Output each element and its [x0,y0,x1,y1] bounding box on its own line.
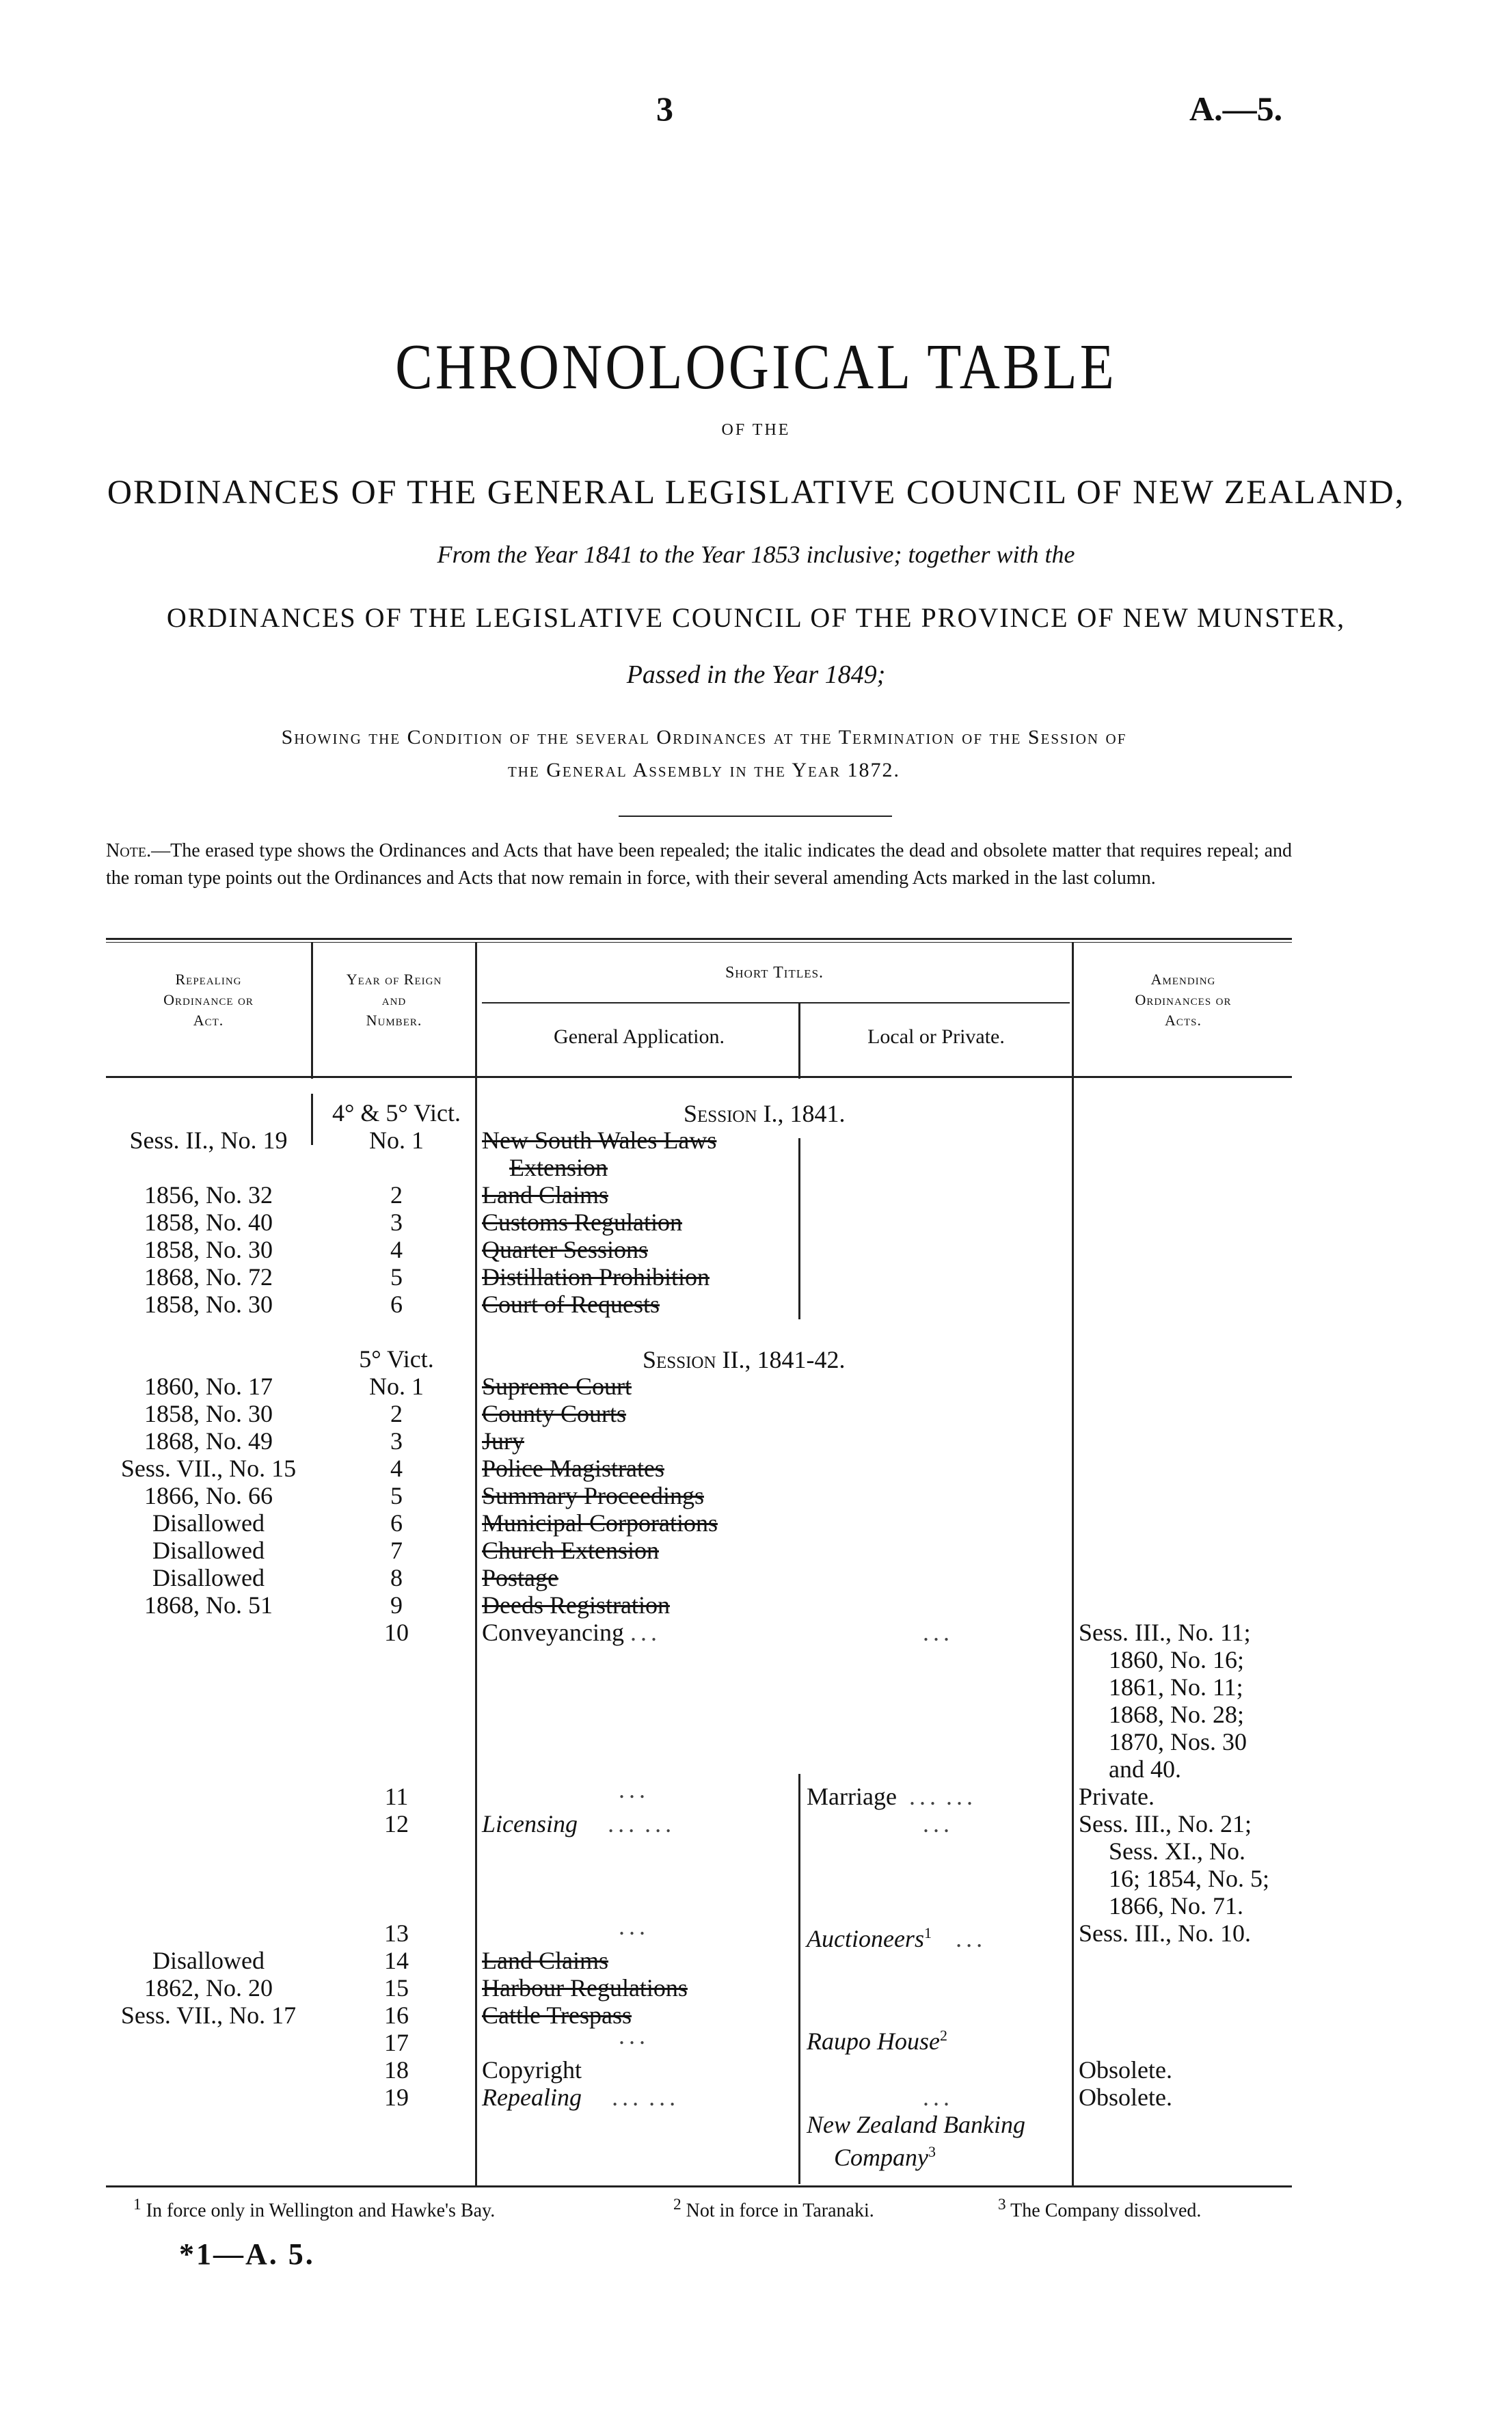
general-title-cell: Customs Regulation [482,1209,683,1236]
header-amending-line: Ordinances or [1135,991,1232,1008]
footnote-3 [998,2196,1201,2222]
leader-dots: ... [612,2084,643,2111]
session-1-reign: 4° & 5° Vict. [332,1099,461,1127]
session-1-label: Session I., [684,1100,784,1127]
local-title-cell [807,1920,1070,1952]
general-title-cell: Supreme Court [482,1373,632,1400]
general-title-cell: Land Claims [482,1947,608,1974]
subtitle-new-munster: ORDINANCES OF THE LEGISLATIVE COUNCIL OF THE PROVINCE OF NEW MUNSTER, [166,602,1346,633]
general-title-continuation: Extension [509,1154,608,1181]
general-title-cell: Copyright [482,2056,582,2084]
passed-line: Passed in the Year 1849; [626,660,886,689]
col-divider-3-header [798,1004,800,1079]
col-divider-2 [475,942,477,2186]
col-divider-4 [1072,942,1074,2186]
general-title-text: Repealing [482,2084,582,2111]
repealing-cell: 1858, No. 30 [144,1400,273,1427]
repealing-cell: Disallowed [152,1509,265,1537]
repealing-cell: Disallowed [152,1537,265,1564]
local-title-text: Raupo House [807,2028,940,2055]
signature-mark: *1—A. 5. [179,2237,315,2271]
amending-line: and 40. [1109,1755,1181,1783]
repealing-cell: 1856, No. 32 [144,1181,273,1209]
leader-dots: ... [630,1619,661,1646]
year-range-line: From the Year 1841 to the Year 1853 inclusive; together with the [437,541,1075,568]
repealing-cell: 1858, No. 40 [144,1209,273,1236]
leader-dots-text: ... [619,2022,649,2049]
leader-dots: ... [956,1925,987,1952]
leader-dots [807,2084,1070,2111]
leader-dots [807,1619,1070,1646]
number-cell: 9 [390,1591,403,1619]
general-title-cell: Summary Proceedings [482,1482,704,1509]
page-title: CHRONOLOGICAL TABLE [395,331,1117,403]
session-2-year: 1841-42. [757,1346,846,1373]
leader-dots: ... [608,1810,639,1837]
header-repealing-line: Act. [193,1012,224,1029]
number-cell: 5 [390,1263,403,1291]
amending-line: 1868, No. 28; [1109,1701,1244,1728]
leader-dots-text: ... [923,1810,954,1837]
number-cell: 7 [390,1537,403,1564]
header-amending-line: Amending [1150,971,1216,988]
general-title-cell [482,2084,796,2111]
header-bottom-rule [106,1076,1292,1078]
general-title-cell: Municipal Corporations [482,1509,718,1537]
number-cell: 2 [390,1181,403,1209]
explanatory-note [106,837,1292,892]
header-year-line: Number. [366,1012,422,1029]
number-cell: 3 [390,1209,403,1236]
showing-line-1: Showing the Condition of the several Ordinances at the Termination of the Session of [281,726,1127,749]
title-connector: OF THE [721,421,791,439]
number-cell: 5 [390,1482,403,1509]
repealing-cell: 1862, No. 20 [144,1974,273,2002]
number-cell: 15 [384,1974,409,2002]
general-title-cell: Church Extension [482,1537,659,1564]
footnote-marker: 3 [998,2196,1006,2213]
general-title-cell: Cattle Trespass [482,2002,632,2029]
number-cell: 13 [384,1920,409,1947]
general-title-cell: Jury [482,1427,524,1455]
repealing-cell: Sess. II., No. 19 [129,1127,288,1154]
leader-dots: ... [649,2084,680,2111]
general-title-text: Conveyancing [482,1619,624,1646]
general-title-cell [482,1810,796,1837]
page-number: 3 [656,90,673,128]
general-title-cell: Postage [482,1564,558,1591]
amending-cell: Sess. III., No. 10. [1079,1920,1251,1947]
header-year-line: and [381,991,407,1008]
leader-dots-text: ... [923,1619,954,1646]
document-code: A.—5. [1189,90,1283,128]
amending-line: 16; 1854, No. 5; [1109,1865,1270,1892]
note-text: —The erased type shows the Ordinances and Acts that have been repealed; the italic indicates the dead and obsolete matter that requires repeal; and the roman type points out the Ordinances and Acts that now remain in force, with their several amending Acts marked in the last column. [106,840,1292,889]
footnote-marker: 1 [133,2196,141,2213]
leader-dots: ... [645,1810,676,1837]
local-title-text: Auctioneers [807,1925,924,1952]
general-title-cell: Court of Requests [482,1291,660,1318]
local-title-text: Company [834,2144,928,2171]
number-cell: 6 [390,1509,403,1537]
title-divider [619,816,892,817]
local-title-cell [807,1783,1070,1810]
number-cell: 8 [390,1564,403,1591]
general-title-cell: Land Claims [482,1181,608,1209]
header-general-application: General Application. [554,1025,725,1048]
number-cell: 16 [384,2002,409,2029]
general-title-cell: Quarter Sessions [482,1236,648,1263]
leader-dots [807,1810,1070,1837]
header-local-private: Local or Private. [867,1025,1005,1048]
showing-line-2: the General Assembly in the Year 1872. [507,759,901,781]
showing-statement [103,721,1306,787]
amending-cell: Obsolete. [1079,2084,1172,2111]
number-cell: 19 [384,2084,409,2111]
session-1-heading [684,1099,846,1128]
number-cell: 17 [384,2029,409,2056]
header-amending [1075,969,1292,1031]
header-repealing [106,969,311,1031]
table-top-rule-inner [106,942,1292,943]
repealing-cell: 1860, No. 17 [144,1373,273,1400]
footnote-2 [673,2196,874,2222]
amending-line: 1870, Nos. 30 [1109,1728,1247,1755]
col-divider-3-body-b [798,1774,800,2184]
repealing-cell: Disallowed [152,1564,265,1591]
footnote-marker: 2 [939,2027,947,2044]
general-title-cell: New South Wales Laws [482,1127,717,1154]
general-title-cell: Distillation Prohibition [482,1263,710,1291]
footnote-marker: 1 [923,1924,932,1941]
leader-dots: ... [945,1783,977,1810]
amending-line: 1860, No. 16; [1109,1646,1244,1673]
header-short-titles: Short Titles. [725,964,824,982]
number-cell: 3 [390,1427,403,1455]
short-titles-rule [482,1002,1070,1004]
number-cell: 2 [390,1400,403,1427]
amending-line: Sess. III., No. 11; [1079,1619,1251,1646]
amending-line: Sess. XI., No. [1109,1837,1246,1865]
general-title-cell [482,1619,796,1646]
header-amending-line: Acts. [1165,1012,1202,1029]
number-cell: No. 1 [369,1373,424,1400]
repealing-cell: Disallowed [152,1947,265,1974]
amending-line: 1861, No. 11; [1109,1673,1243,1701]
amending-cell [1079,1619,1291,1783]
footnote-1 [133,2196,495,2222]
table-top-rule [106,938,1292,940]
amending-line: 1866, No. 71. [1109,1892,1243,1920]
repealing-cell: 1868, No. 51 [144,1591,273,1619]
repealing-cell: 1868, No. 72 [144,1263,273,1291]
leader-dots-text: ... [619,1913,649,1940]
number-cell: 4 [390,1236,403,1263]
amending-cell: Obsolete. [1079,2056,1172,2084]
footnote-text: In force only in Wellington and Hawke's Bay. [146,2200,496,2222]
local-title-cell [807,2022,1070,2055]
header-year-reign [313,969,475,1031]
local-title-text: Marriage [807,1783,897,1810]
col-divider-1-body [311,1094,313,1145]
number-cell: No. 1 [369,1127,424,1154]
repealing-cell: Sess. VII., No. 15 [120,1455,297,1482]
header-repealing-line: Ordinance or [163,991,254,1008]
amending-cell: Private. [1079,1783,1155,1810]
general-title-cell: Harbour Regulations [482,1974,688,2002]
note-lead: Note. [106,840,152,861]
number-cell: 4 [390,1455,403,1482]
repealing-cell: 1858, No. 30 [144,1236,273,1263]
leader-dots-text: ... [923,2084,954,2111]
local-title-cell: New Zealand Banking [807,2111,1025,2138]
footnote-text: The Company dissolved. [1010,2200,1202,2222]
subtitle-general-council: ORDINANCES OF THE GENERAL LEGISLATIVE COUNCIL OF NEW ZEALAND, [107,472,1405,511]
session-2-heading [643,1345,846,1374]
number-cell: 11 [384,1783,409,1810]
footnote-marker: 2 [673,2196,681,2213]
footnote-marker: 3 [928,2143,936,2160]
amending-line: Sess. III., No. 21; [1079,1810,1252,1837]
footnote-text: Not in force in Taranaki. [686,2200,874,2222]
repealing-cell: 1858, No. 30 [144,1291,273,1318]
general-title-cell: Deeds Registration [482,1591,670,1619]
leader-dots-text: ... [619,1776,649,1803]
repealing-cell: Sess. VII., No. 17 [120,2002,297,2029]
repealing-cell: 1866, No. 66 [144,1482,273,1509]
number-cell: 18 [384,2056,409,2084]
general-title-text: Licensing [482,1810,578,1837]
general-title-cell: County Courts [482,1400,627,1427]
session-1-year: 1841. [789,1100,846,1127]
leader-dots: ... [908,1783,940,1810]
header-repealing-line: Repealing [175,971,242,988]
header-year-line: Year of Reign [346,971,442,988]
number-cell: 6 [390,1291,403,1318]
local-title-continuation [807,2138,1097,2171]
repealing-cell: 1868, No. 49 [144,1427,273,1455]
session-2-label: Session II., [643,1346,751,1373]
table-bottom-rule [106,2185,1292,2187]
session-2-reign: 5° Vict. [359,1345,434,1373]
general-title-cell: Police Magistrates [482,1455,664,1482]
amending-cell [1079,1810,1291,1920]
number-cell: 12 [384,1810,409,1837]
number-cell: 10 [384,1619,409,1646]
number-cell: 14 [384,1947,409,1974]
